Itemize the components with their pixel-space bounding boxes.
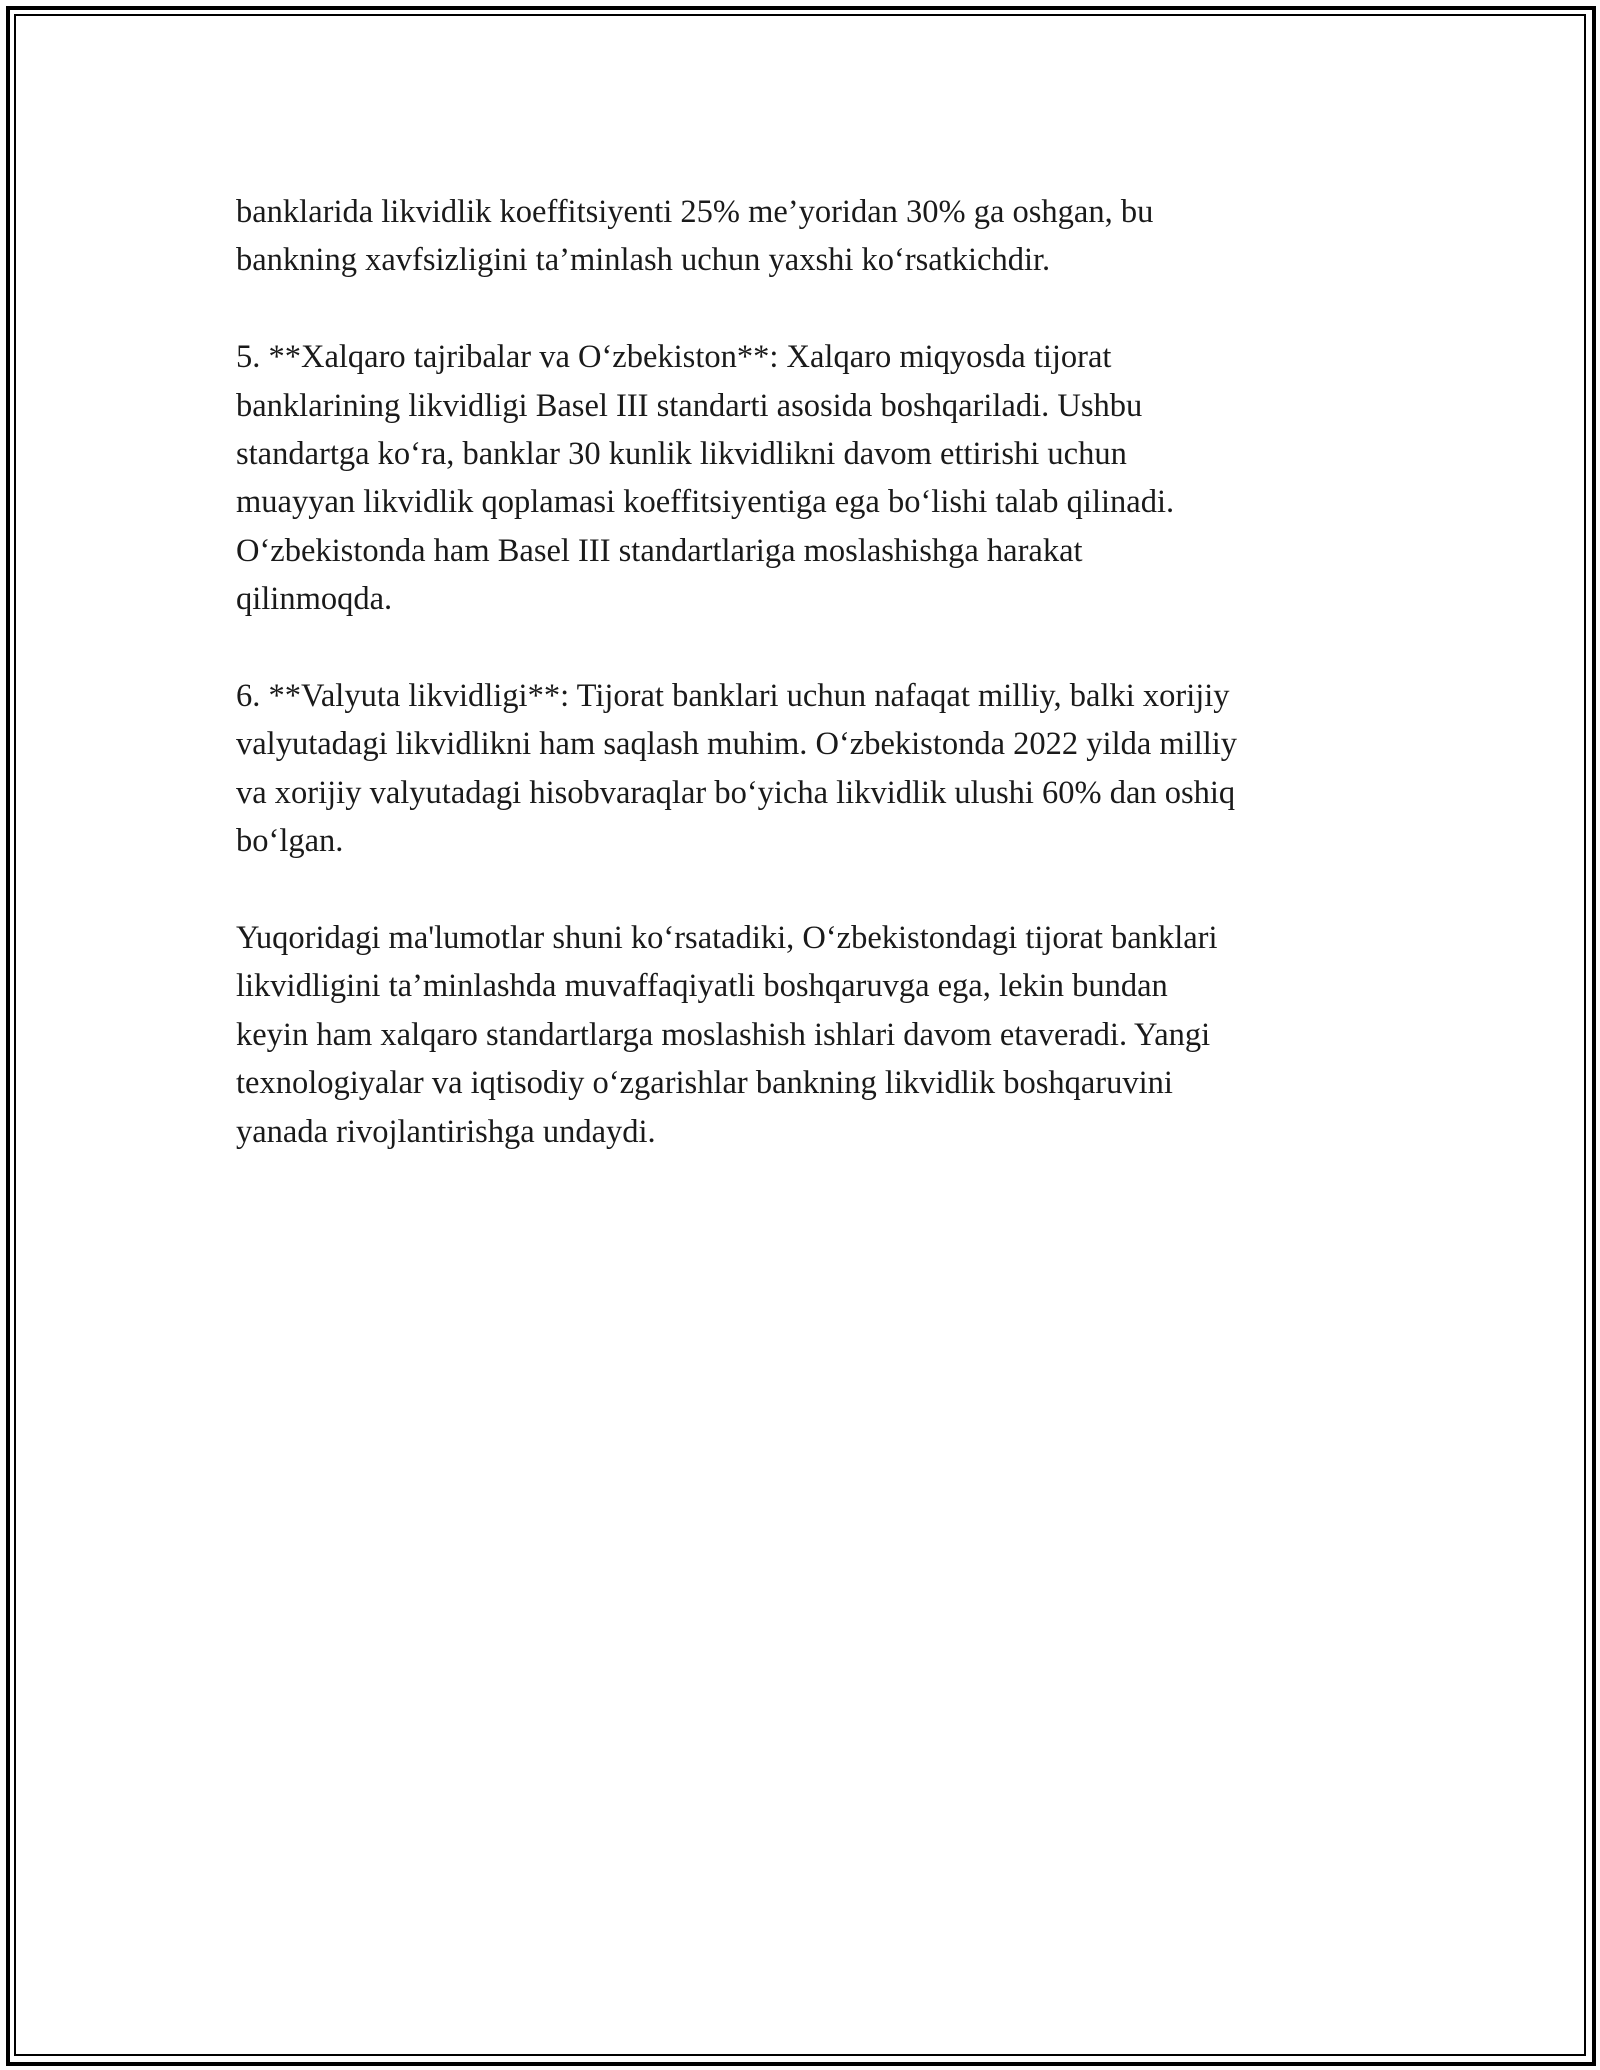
document-body (236, 188, 1396, 1204)
paragraph-liquidity-ratio: banklarida likvidlik koeffitsiyenti 25% me’yoridan 30% ga oshgan, bu bankning xavfsizligini ta’minlash uchun yaxshi ko‘rsatkichdir. (236, 194, 1154, 279)
paragraph-currency-liquidity: 6. **Valyuta likvidligi**: Tijorat banklari uchun nafaqat milliy, balki xorijiy valyutadagi likvidlikni ham saqlash muhim. O‘zbekistonda 2022 yilda milliy va xorijiy valyutadagi hisobvaraqlar bo‘yicha likvidlik ulushi 60% dan oshiq bo‘lgan. (236, 678, 1238, 860)
paragraph-international-experience: 5. **Xalqaro tajribalar va O‘zbekiston**: Xalqaro miqyosda tijorat banklarining likvidligi Basel III standarti asosida boshqariladi. Ushbu standartga ko‘ra, banklar 30 kunlik likvidlikni davom ettirishi uchun muayyan likvidlik qoplamasi koeffitsiyentiga ega bo‘lishi talab qilinadi. O‘zbekistonda ham Basel III standartlariga moslashishga harakat qilinmoqda. (236, 339, 1175, 618)
paragraph-conclusion: Yuqoridagi ma'lumotlar shuni ko‘rsatadiki, O‘zbekistondagi tijorat banklari likvidligini ta’minlashda muvaffaqiyatli boshqaruvga ega, lekin bundan keyin ham xalqaro standartlarga moslashish ishlari davom etaveradi. Yangi texnologiyalar va iqtisodiy o‘zgarishlar bankning likvidlik boshqaruvini yanada rivojlantirishga undaydi. (236, 920, 1218, 1150)
